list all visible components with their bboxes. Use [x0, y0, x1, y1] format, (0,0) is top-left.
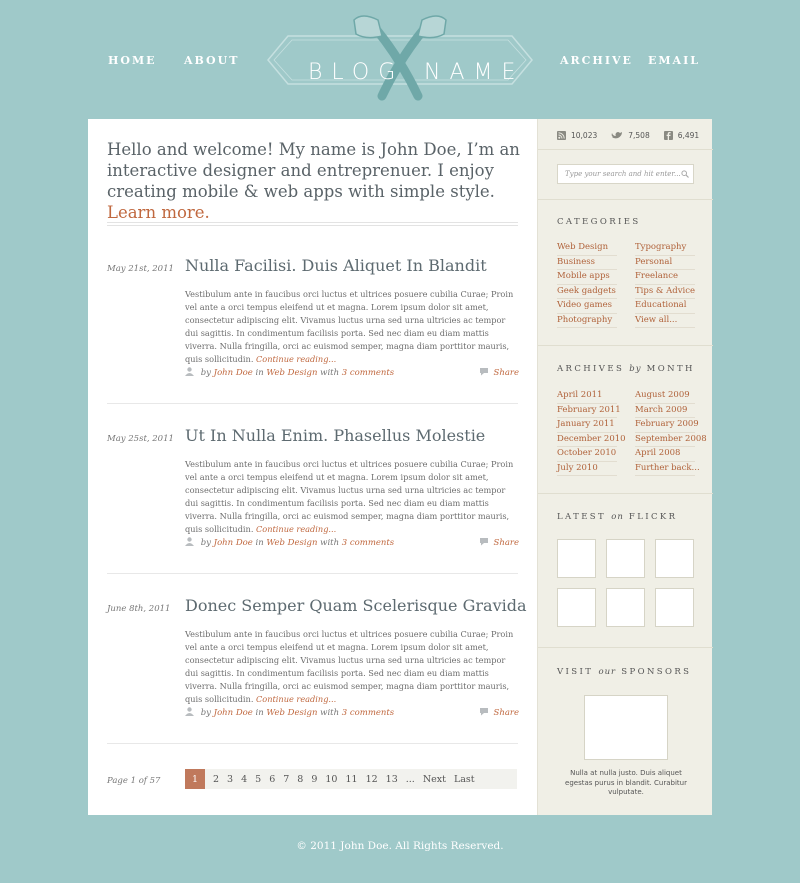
sidebar-divider [538, 345, 713, 346]
share-label: Share [493, 368, 519, 378]
meta-in: in [255, 538, 264, 548]
crossed-axes-icon [266, 14, 534, 104]
speech-bubble-icon [479, 367, 491, 376]
author-link[interactable]: John Doe [213, 708, 253, 718]
page-link-current[interactable]: 1 [185, 769, 205, 789]
category-link[interactable]: Typography [635, 241, 695, 256]
facebook-stat[interactable] [664, 131, 699, 140]
rss-stat[interactable] [557, 131, 597, 140]
comments-link[interactable]: 3 comments [341, 538, 395, 548]
learn-more-link[interactable]: Learn more. [107, 203, 210, 222]
last-page-link[interactable]: Last [453, 773, 475, 785]
page-link[interactable]: 10 [325, 773, 338, 785]
post-meta [185, 707, 519, 718]
page-link[interactable]: 4 [241, 773, 248, 785]
intro-text [107, 139, 527, 223]
nav-about[interactable]: ABOUT [184, 54, 240, 67]
sidebar-divider [538, 493, 713, 494]
logo-text-right: NAME [424, 60, 525, 85]
archives-heading-word: MONTH [646, 364, 695, 374]
comments-link[interactable]: 3 comments [341, 708, 395, 718]
search-input[interactable] [557, 164, 694, 184]
sidebar [537, 119, 712, 815]
flickr-thumbnail[interactable] [655, 588, 694, 627]
page-link[interactable]: 5 [255, 773, 262, 785]
post-excerpt-text: Vestibulum ante in faucibus orci luctus et ultrices posuere cubilia Curae; Proin vel ante a orci tempus eleifend ut et magna. Lorem ipsum dolor sit amet, consectetur adipiscing elit. Vivamus luctus urna sed urna ultricies ac tempor dui sagittis. In condimentum facilisis porta. Sed nec diam eu diam mattis viverra. Nulla fringilla, orci ac euismod semper, magna diam porttitor mauris, quis sollicitudin. [185, 629, 514, 704]
sponsors-heading-our: our [598, 667, 617, 677]
archive-link[interactable]: Further back... [635, 462, 695, 477]
post-excerpt [185, 288, 519, 366]
search-icon[interactable] [681, 170, 689, 178]
archive-link[interactable]: July 2010 [557, 462, 617, 477]
post-meta [185, 367, 519, 378]
post-excerpt [185, 628, 519, 706]
meta-by: by [200, 708, 211, 718]
archives-list-right [635, 389, 707, 476]
page-ellipsis: ... [405, 773, 415, 785]
archive-link[interactable]: September 2008 [635, 433, 695, 448]
page-link[interactable]: 3 [227, 773, 234, 785]
flickr-thumbnail[interactable] [557, 588, 596, 627]
category-link[interactable]: Web Design [557, 241, 617, 256]
page-link[interactable]: 7 [283, 773, 290, 785]
speech-bubble-icon [479, 537, 491, 546]
archives-heading [557, 364, 695, 374]
flickr-thumbnail[interactable] [557, 539, 596, 578]
content-container [88, 119, 712, 815]
page-link[interactable]: 12 [365, 773, 378, 785]
sponsor-text: Nulla at nulla justo. Duis aliquet egestas purus in blandit. Curabitur vulputate. [565, 769, 687, 796]
category-link[interactable]: Personal [635, 256, 695, 271]
post-excerpt-text: Vestibulum ante in faucibus orci luctus et ultrices posuere cubilia Curae; Proin vel ante a orci tempus eleifend ut et magna. Lorem ipsum dolor sit amet, consectetur adipiscing elit. Vivamus luctus urna sed urna ultricies ac tempor dui sagittis. In condimentum facilisis porta. Sed nec diam eu diam mattis viverra. Nulla fringilla, orci ac euismod semper, magna diam porttitor mauris, quis sollicitudin. [185, 459, 514, 534]
nav-home[interactable]: HOME [108, 54, 157, 67]
meta-with: with [320, 708, 340, 718]
twitter-bird-icon [611, 131, 623, 140]
post-title[interactable]: Ut In Nulla Enim. Phasellus Molestie [185, 426, 486, 445]
sponsor-ad[interactable] [584, 695, 668, 760]
sidebar-divider [538, 149, 713, 150]
category-link[interactable]: Video games [557, 299, 617, 314]
flickr-thumbnail[interactable] [655, 539, 694, 578]
page-link[interactable]: 8 [297, 773, 304, 785]
archive-link[interactable]: October 2010 [557, 447, 617, 462]
page-count: Page 1 of 57 [107, 776, 161, 786]
page-link[interactable]: 11 [345, 773, 358, 785]
category-link[interactable]: Freelance [635, 270, 695, 285]
continue-reading-link[interactable]: Continue reading... [256, 694, 337, 704]
meta-in: in [255, 368, 264, 378]
twitter-count: 7,508 [628, 131, 650, 140]
sponsors-heading-word: VISIT [557, 667, 594, 677]
category-link[interactable]: Geek gadgets [557, 285, 617, 300]
post-date: May 25st, 2011 [107, 434, 174, 444]
user-icon [185, 707, 194, 716]
page-link[interactable]: 9 [311, 773, 318, 785]
twitter-stat[interactable] [611, 131, 649, 140]
archive-link[interactable]: April 2008 [635, 447, 695, 462]
intro-divider [107, 222, 518, 226]
archive-link[interactable]: February 2009 [635, 418, 695, 433]
archives-heading-word: ARCHIVES [557, 364, 625, 374]
post-divider [107, 403, 518, 404]
post-divider [107, 743, 518, 744]
post-divider [107, 573, 518, 574]
rss-icon [557, 131, 566, 140]
meta-by: by [200, 538, 211, 548]
sidebar-divider [538, 647, 713, 648]
social-stats [557, 131, 702, 140]
category-link[interactable]: Tips & Advice [635, 285, 695, 300]
pagination [185, 769, 517, 789]
blog-logo[interactable] [266, 14, 534, 104]
archives-heading-by: by [629, 364, 642, 374]
archive-link[interactable]: January 2011 [557, 418, 617, 433]
speech-bubble-icon [479, 707, 491, 716]
flickr-heading-word: FLICKR [628, 512, 678, 522]
share-label: Share [493, 708, 519, 718]
sponsors-heading [557, 667, 691, 677]
facebook-icon [664, 131, 673, 140]
nav-email[interactable]: EMAIL [648, 54, 700, 67]
flickr-heading [557, 512, 677, 522]
comments-link[interactable]: 3 comments [341, 368, 395, 378]
next-page-link[interactable]: Next [422, 773, 446, 785]
user-icon [185, 537, 194, 546]
category-link[interactable]: Web Design [266, 368, 318, 378]
archive-link[interactable]: December 2010 [557, 433, 617, 448]
post-title[interactable]: Nulla Facilisi. Duis Aliquet In Blandit [185, 256, 487, 275]
category-link[interactable]: Business [557, 256, 617, 271]
categories-list-right [635, 241, 695, 328]
share-button[interactable] [479, 367, 519, 378]
post-date: May 21st, 2011 [107, 264, 174, 274]
post-meta [185, 537, 519, 548]
meta-in: in [255, 708, 264, 718]
meta-with: with [320, 368, 340, 378]
sponsors-heading-word: SPONSORS [621, 667, 692, 677]
author-link[interactable]: John Doe [213, 538, 253, 548]
intro-body: Hello and welcome! My name is John Doe, I’m an interactive designer and entreprenuer. I enjoy creating mobile & web apps with simple style. [107, 140, 520, 201]
share-label: Share [493, 538, 519, 548]
archive-link[interactable]: April 2011 [557, 389, 617, 404]
author-link[interactable]: John Doe [213, 368, 253, 378]
user-icon [185, 367, 194, 376]
archive-link[interactable]: August 2009 [635, 389, 695, 404]
continue-reading-link[interactable]: Continue reading... [256, 354, 337, 364]
share-button[interactable] [479, 537, 519, 548]
category-link[interactable]: Photography [557, 314, 617, 329]
categories-list-left [557, 241, 617, 328]
page-link[interactable]: 2 [213, 773, 220, 785]
categories-heading: CATEGORIES [557, 217, 641, 227]
archive-link[interactable]: February 2011 [557, 404, 617, 419]
flickr-heading-word: LATEST [557, 512, 607, 522]
meta-with: with [320, 538, 340, 548]
footer-copyright: © 2011 John Doe. All Rights Reserved. [296, 840, 504, 852]
sidebar-divider [538, 199, 713, 200]
category-link[interactable]: Mobile apps [557, 270, 617, 285]
main-column [88, 119, 537, 815]
logo-text-left: BLOG [308, 60, 405, 85]
search-placeholder: Type your search and hit enter... [565, 170, 681, 178]
continue-reading-link[interactable]: Continue reading... [256, 524, 337, 534]
category-link[interactable]: Web Design [266, 538, 318, 548]
meta-by: by [200, 368, 211, 378]
post-date: June 8th, 2011 [107, 604, 171, 614]
flickr-thumbnail[interactable] [606, 588, 645, 627]
share-button[interactable] [479, 707, 519, 718]
rss-count: 10,023 [571, 131, 598, 140]
post-title[interactable]: Donec Semper Quam Scelerisque Gravida [185, 596, 527, 615]
archive-link[interactable]: March 2009 [635, 404, 695, 419]
flickr-thumbnail[interactable] [606, 539, 645, 578]
flickr-heading-on: on [611, 512, 624, 522]
page-link[interactable]: 13 [385, 773, 398, 785]
post-excerpt [185, 458, 519, 536]
page-link[interactable]: 6 [269, 773, 276, 785]
category-link[interactable]: Web Design [266, 708, 318, 718]
post-excerpt-text: Vestibulum ante in faucibus orci luctus et ultrices posuere cubilia Curae; Proin vel ante a orci tempus eleifend ut et magna. Lorem ipsum dolor sit amet, consectetur adipiscing elit. Vivamus luctus urna sed urna ultricies ac tempor dui sagittis. In condimentum facilisis porta. Sed nec diam eu diam mattis viverra. Nulla fringilla, orci ac euismod semper, magna diam porttitor mauris, quis sollicitudin. [185, 289, 514, 364]
archives-list-left [557, 389, 626, 476]
nav-archive[interactable]: ARCHIVE [560, 54, 633, 67]
facebook-count: 6,491 [677, 131, 700, 140]
category-link[interactable]: Educational [635, 299, 695, 314]
category-link[interactable]: View all... [635, 314, 695, 329]
